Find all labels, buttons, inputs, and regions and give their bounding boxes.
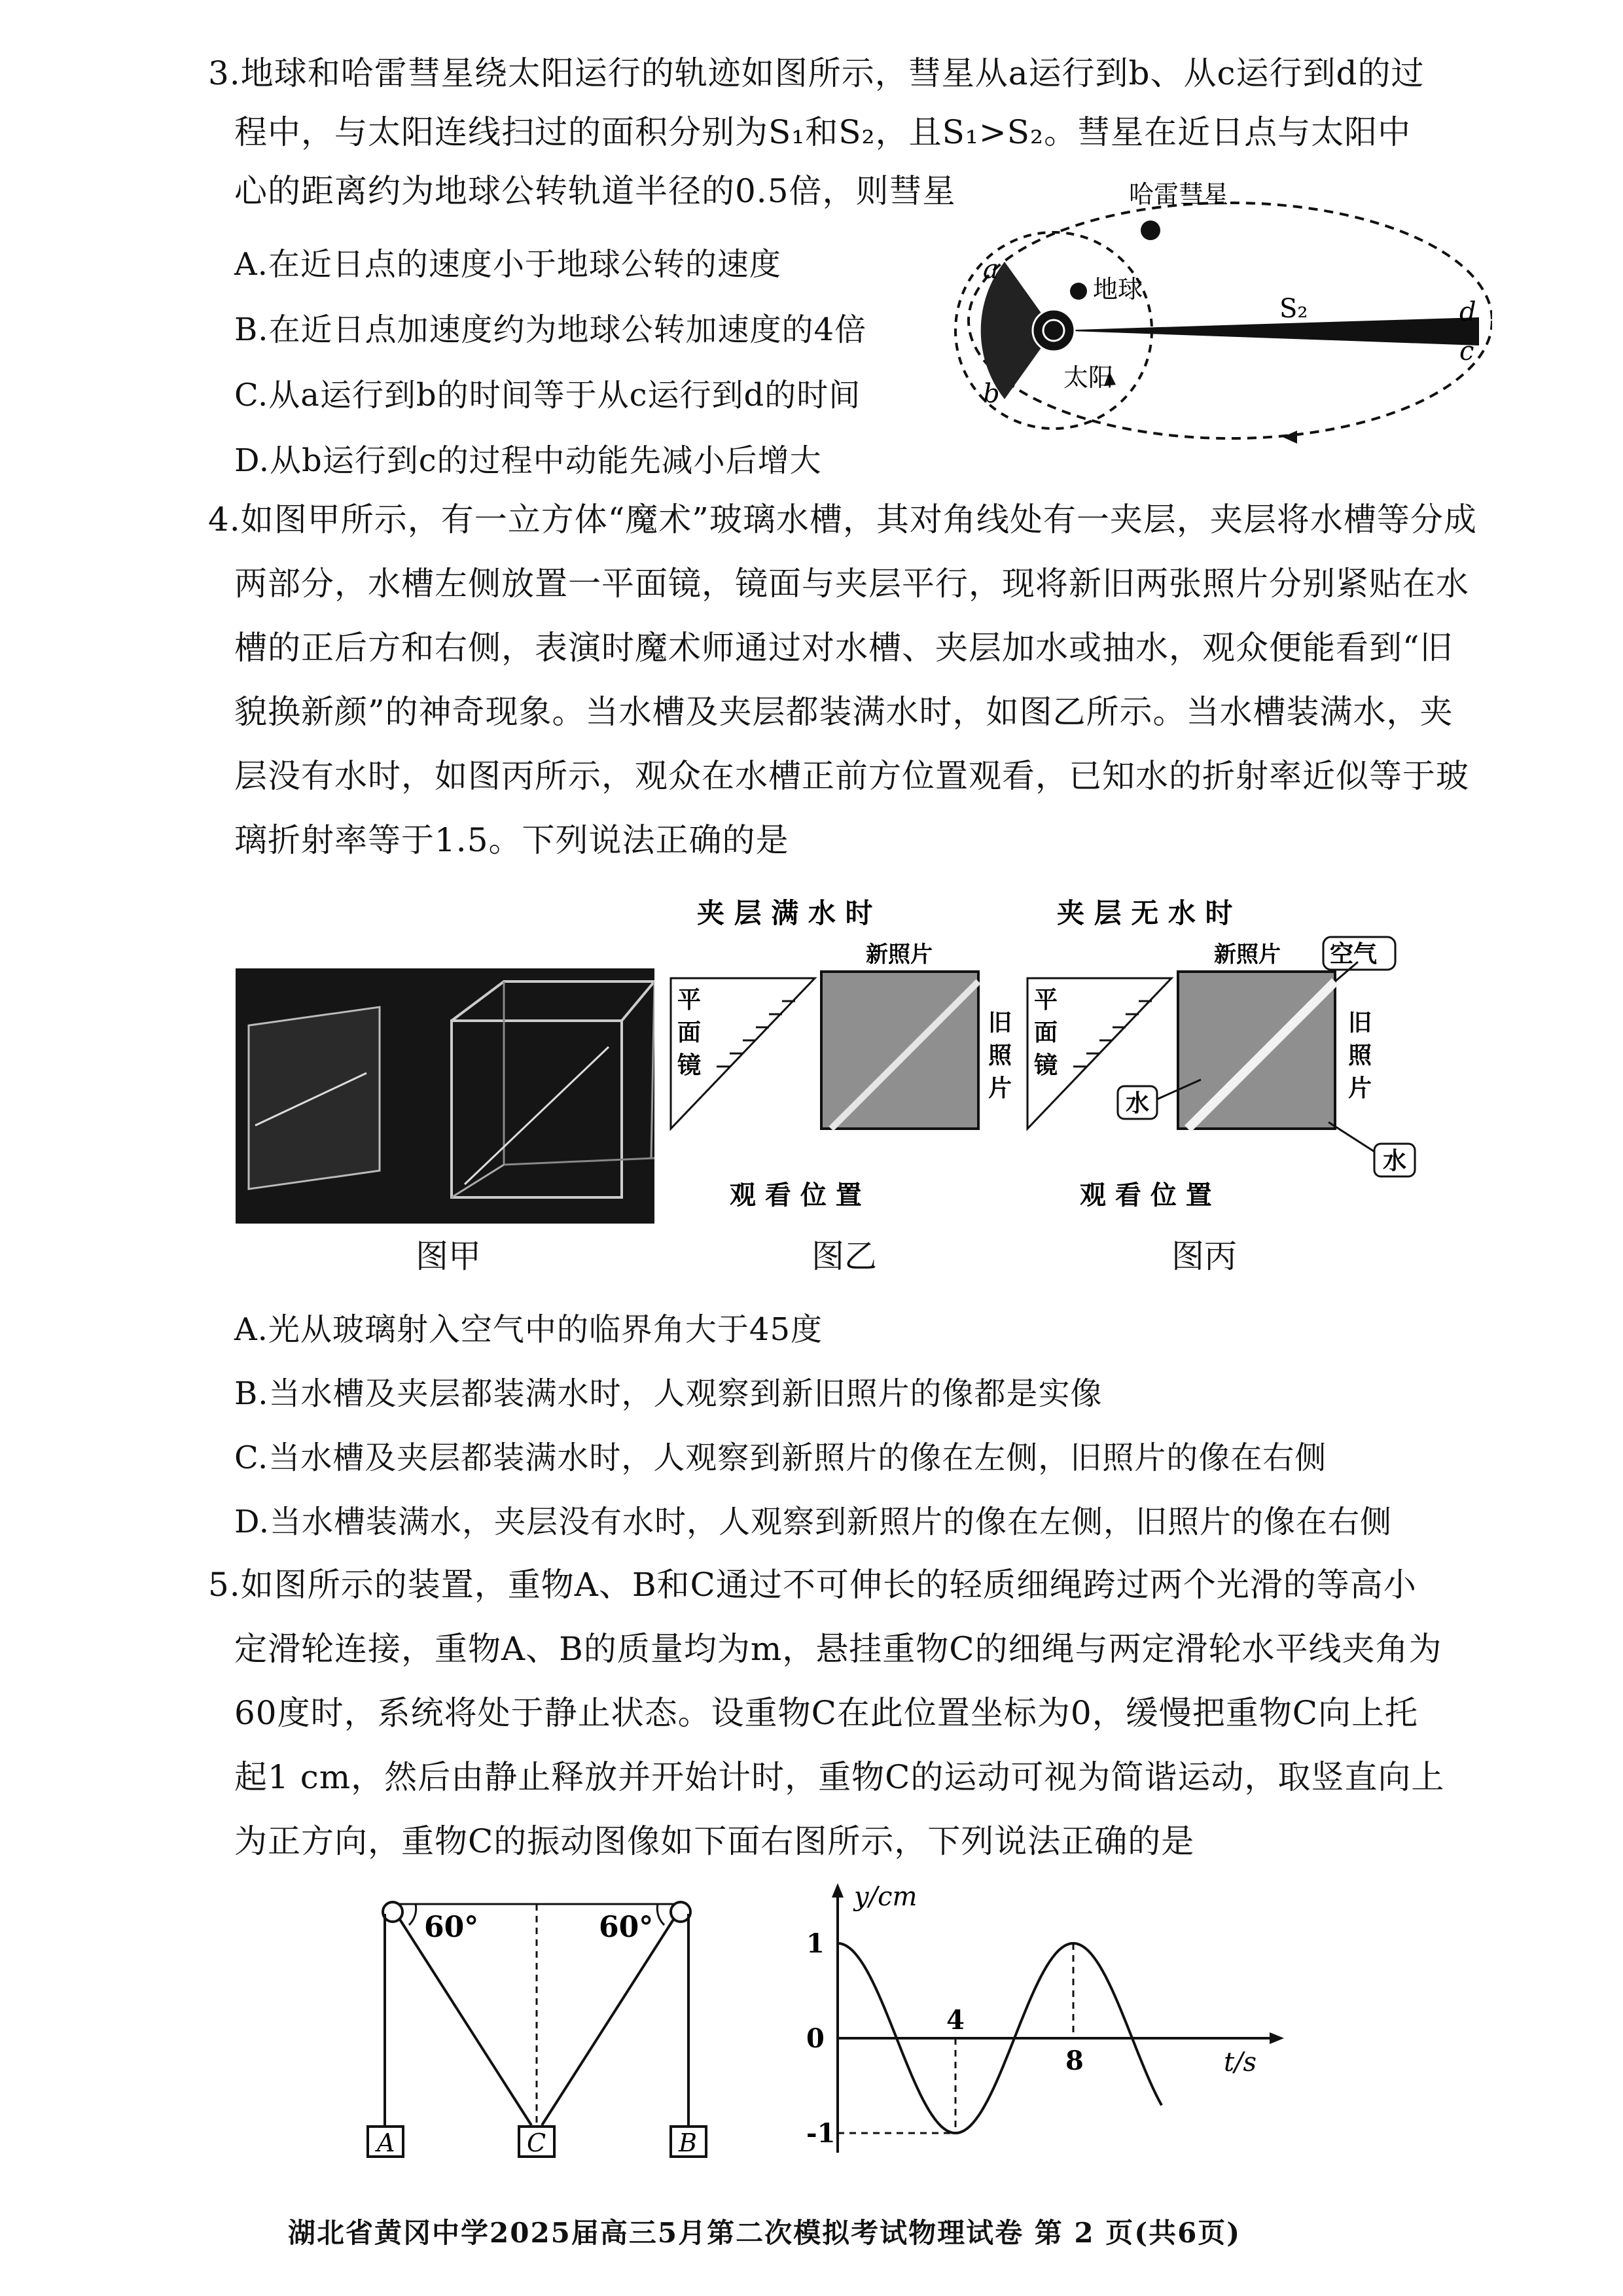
q4-option-a: A.光从玻璃射入空气中的临界角大于45度 <box>234 1311 823 1348</box>
q5-line-1: 5.如图所示的装置，重物A、B和C通过不可伸长的轻质细绳跨过两个光滑的等高小 <box>208 1566 1417 1604</box>
q4-option-b: B.当水槽及夹层都装满水时，人观察到新旧照片的像都是实像 <box>234 1375 1103 1412</box>
q3-option-a: A.在近日点的速度小于地球公转的速度 <box>234 246 781 283</box>
comet <box>1141 221 1160 240</box>
figure-b <box>664 890 1031 1230</box>
s2-sector <box>1054 317 1479 345</box>
figure-b-view-label: 观 看 位 置 <box>730 1180 862 1210</box>
figure-c-old-char-1: 旧 <box>1348 1009 1372 1036</box>
figure-c-tank <box>1178 972 1335 1129</box>
q3-option-b: B.在近日点加速度约为地球公转加速度的4倍 <box>234 311 867 348</box>
figure-c-title: 夹 层 无 水 时 <box>1057 897 1233 929</box>
orbit-arrow <box>1283 431 1297 444</box>
earth <box>1070 283 1087 300</box>
q4-line-1: 4.如图甲所示，有一立方体“魔术”玻璃水槽，其对角线处有一夹层，夹层将水槽等分成 <box>208 501 1477 539</box>
figure-c-view-label: 观 看 位 置 <box>1080 1180 1212 1210</box>
orbit-figure <box>942 170 1492 497</box>
angle-left-label: 60° <box>424 1911 479 1944</box>
figure-c-water-label-1: 水 <box>1126 1089 1150 1117</box>
figure-b-new-photo-label: 新照片 <box>866 942 933 968</box>
q5-line-4: 起1 cm，然后由静止释放并开始计时，重物C的运动可视为简谐运动，取竖直向上 <box>234 1758 1445 1796</box>
sun <box>1033 309 1075 351</box>
q4-line-6: 璃折射率等于1.5。下列说法正确的是 <box>234 821 789 859</box>
q3-line-3: 心的距离约为地球公转轨道半径的0.5倍，则彗星 <box>234 172 956 210</box>
q4-line-3: 槽的正后方和右侧，表演时魔术师通过对水槽、夹层加水或抽水，观众便能看到“旧 <box>234 629 1454 667</box>
figure-a-photo <box>236 968 654 1224</box>
q3-option-c: C.从a运行到b的时间等于从c运行到d的时间 <box>234 377 861 414</box>
block-a-label: A <box>377 2128 395 2157</box>
q4-line-2: 两部分，水槽左侧放置一平面镜，镜面与夹层平行，现将新旧两张照片分别紧贴在水 <box>234 565 1469 603</box>
figure-b-title: 夹 层 满 水 时 <box>697 897 873 929</box>
q4-option-d: D.当水槽装满水，夹层没有水时，人观察到新照片的像在左侧，旧照片的像在右侧 <box>234 1504 1393 1540</box>
figure-b-tank <box>821 972 978 1129</box>
point-c-label: c <box>1459 336 1474 366</box>
s2-label: S₂ <box>1279 294 1308 324</box>
point-b-label: b <box>983 379 1000 409</box>
figure-c-new-photo-label: 新照片 <box>1214 942 1281 968</box>
pulley-figure <box>353 1884 720 2159</box>
earth-label: 地球 <box>1093 275 1143 304</box>
q5-line-2: 定滑轮连接，重物A、B的质量均为m，悬挂重物C的细绳与两定滑轮水平线夹角为 <box>234 1630 1442 1668</box>
x-axis-label: t/s <box>1224 2047 1257 2077</box>
page-footer: 湖北省黄冈中学2025届高三5月第二次模拟考试物理试卷 第 2 页(共6页) <box>288 2217 1241 2249</box>
point-d-label: d <box>1459 297 1476 327</box>
figure-b-old-char-3: 片 <box>988 1074 1012 1102</box>
figure-b-old-char-1: 旧 <box>988 1009 1012 1036</box>
caption-figure-b: 图乙 <box>812 1237 877 1275</box>
figure-b-mirror-char-3: 镜 <box>677 1051 702 1079</box>
caption-figure-c: 图丙 <box>1171 1237 1237 1275</box>
figure-c-mirror-char-1: 平 <box>1034 986 1058 1014</box>
vibration-chart <box>798 1878 1296 2166</box>
figure-c-air-label: 空气 <box>1330 940 1378 968</box>
figure-b-old-char-2: 照 <box>988 1042 1012 1069</box>
q4-option-c: C.当水槽及夹层都装满水时，人观察到新照片的像在左侧，旧照片的像在右侧 <box>234 1439 1327 1476</box>
figure-c-old-char-2: 照 <box>1348 1042 1372 1069</box>
figure-c <box>1021 890 1427 1230</box>
figure-c-mirror-char-2: 面 <box>1034 1019 1058 1046</box>
figure-c-water-label-2: 水 <box>1383 1147 1407 1174</box>
x-tick-label: 8 <box>1065 2045 1084 2076</box>
q3-line-1: 3.地球和哈雷彗星绕太阳运行的轨迹如图所示，彗星从a运行到b、从c运行到d的过 <box>208 54 1425 92</box>
q3-option-d: D.从b运行到c的过程中动能先减小后增大 <box>234 442 822 479</box>
angle-right-label: 60° <box>599 1911 654 1944</box>
y-tick-label: -1 <box>806 2118 836 2149</box>
y-axis-arrow <box>832 1883 844 1898</box>
figure-b-mirror-char-2: 面 <box>677 1019 702 1046</box>
q5-line-5: 为正方向，重物C的振动图像如下面右图所示，下列说法正确的是 <box>234 1822 1195 1860</box>
caption-figure-a: 图甲 <box>416 1237 481 1275</box>
y-tick-label: 0 <box>806 2023 825 2054</box>
q3-line-2: 程中，与太阳连线扫过的面积分别为S₁和S₂，且S₁>S₂。彗星在近日点与太阳中 <box>234 113 1412 151</box>
q5-line-3: 60度时，系统将处于静止状态。设重物C在此位置坐标为0，缓慢把重物C向上托 <box>234 1694 1418 1732</box>
x-tick-label: 4 <box>946 2005 965 2036</box>
q4-line-5: 层没有水时，如图丙所示，观众在水槽正前方位置观看，已知水的折射率近似等于玻 <box>234 757 1469 795</box>
block-c-label: C <box>527 2128 546 2157</box>
figure-b-mirror-char-1: 平 <box>677 986 702 1014</box>
x-axis-arrow <box>1270 2032 1284 2044</box>
y-tick-label: 1 <box>806 1928 825 1959</box>
comet-label: 哈雷彗星 <box>1129 180 1229 209</box>
block-b-label: B <box>679 2128 697 2157</box>
sun-label: 太阳 <box>1063 363 1114 392</box>
figure-c-mirror-char-3: 镜 <box>1034 1051 1058 1079</box>
y-axis-label: y/cm <box>854 1882 918 1912</box>
q4-line-4: 貌换新颜”的神奇现象。当水槽及夹层都装满水时，如图乙所示。当水槽装满水，夹 <box>234 693 1454 731</box>
figure-c-old-char-3: 片 <box>1348 1074 1372 1102</box>
point-a-label: a <box>983 255 999 285</box>
